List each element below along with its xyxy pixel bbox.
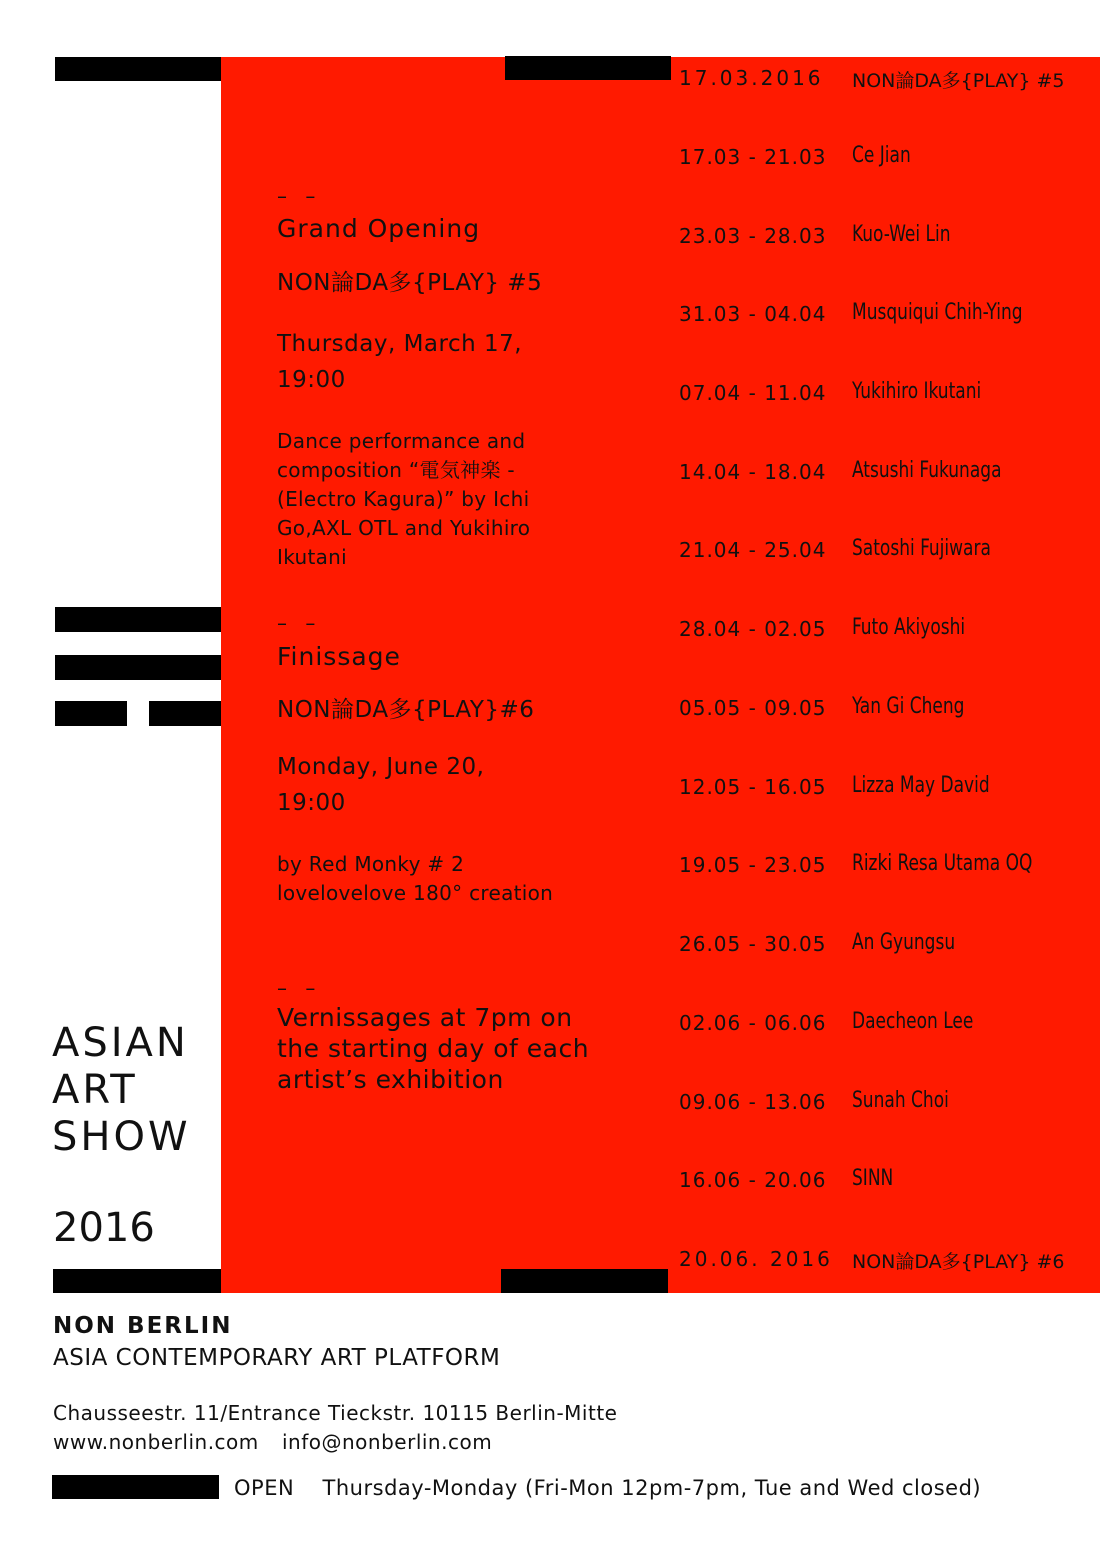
show-title-line: ART [52, 1067, 138, 1113]
vernissage-note: Vernissages at 7pm on the starting day of each artist’s exhibition [277, 1003, 590, 1094]
schedule-artist: Sunah Choi [852, 1088, 949, 1113]
schedule-date: 16.06 - 20.06 [679, 1168, 827, 1192]
schedule-artist: Kuo-Wei Lin [852, 222, 951, 247]
schedule-row [679, 538, 1089, 568]
schedule-date: 17.03.2016 [679, 66, 824, 90]
schedule-date: 21.04 - 25.04 [679, 538, 827, 562]
schedule-date: 05.05 - 09.05 [679, 696, 827, 720]
event-2-subtitle: NON論DA多{PLAY}#6 [277, 697, 535, 723]
schedule-date: 26.05 - 30.05 [679, 932, 827, 956]
schedule-artist: Daecheon Lee [852, 1009, 974, 1034]
show-year: 2016 [53, 1205, 155, 1251]
schedule-row [679, 224, 1089, 254]
bottom-left-bar [53, 1269, 221, 1293]
schedule-date: 23.03 - 28.03 [679, 224, 827, 248]
schedule-date: 19.05 - 23.05 [679, 853, 827, 877]
top-center-bar [505, 56, 671, 80]
event-1-dash: – – [277, 184, 322, 208]
org-subtitle: ASIA CONTEMPORARY ART PLATFORM [53, 1345, 501, 1371]
open-label: OPEN [234, 1476, 295, 1500]
schedule-row [679, 696, 1089, 726]
schedule-row [679, 1011, 1089, 1041]
schedule-artist: Lizza May David [852, 773, 990, 798]
schedule-artist: Rizki Resa Utama OQ [852, 851, 1033, 876]
schedule-artist: Ce Jian [852, 143, 911, 168]
open-hours-bar [52, 1475, 219, 1499]
website-link[interactable]: www.nonberlin.com [53, 1430, 259, 1454]
schedule-artist: NON論DA多{PLAY} #6 [852, 1251, 1065, 1273]
show-title-line: ASIAN [52, 1020, 189, 1066]
show-title-line: SHOW [52, 1114, 191, 1160]
trigram-bar-3a [55, 701, 127, 726]
schedule-artist: Yukihiro Ikutani [852, 379, 982, 404]
top-left-bar [55, 57, 221, 81]
schedule-artist: Yan Gi Cheng [852, 694, 965, 719]
org-name: NON BERLIN [53, 1313, 233, 1339]
event-1-time: 19:00 [277, 367, 346, 393]
event-2-description: by Red Monky # 2 lovelovelove 180° creation [277, 852, 554, 905]
event-2-time: 19:00 [277, 790, 346, 816]
schedule-row [679, 1090, 1089, 1120]
event-1-title: Grand Opening [277, 214, 481, 243]
schedule-row [679, 302, 1089, 332]
schedule-date: 12.05 - 16.05 [679, 775, 827, 799]
schedule-date: 17.03 - 21.03 [679, 145, 827, 169]
schedule-artist: Atsushi Fukunaga [852, 458, 1002, 483]
show-title [52, 1020, 191, 1161]
open-hours [234, 1476, 981, 1500]
schedule-row [679, 145, 1089, 175]
event-1-subtitle: NON論DA多{PLAY} #5 [277, 270, 543, 296]
schedule-date: 14.04 - 18.04 [679, 460, 827, 484]
schedule-row [679, 66, 1089, 96]
schedule-row [679, 775, 1089, 805]
schedule-artist: Futo Akiyoshi [852, 615, 966, 640]
email-link[interactable]: info@nonberlin.com [282, 1430, 493, 1454]
event-2-dash: – – [277, 611, 322, 635]
note-dash: – – [277, 976, 322, 1000]
schedule-row [679, 460, 1089, 490]
address: Chausseestr. 11/Entrance Tieckstr. 10115 Berlin-Mitte [53, 1401, 618, 1425]
open-hours-text: Thursday-Monday (Fri-Mon 12pm-7pm, Tue and Wed closed) [322, 1476, 982, 1500]
trigram-bar-1 [55, 607, 221, 632]
bottom-center-bar [501, 1269, 668, 1293]
schedule-date: 07.04 - 11.04 [679, 381, 827, 405]
schedule-row [679, 1168, 1089, 1198]
schedule-date: 09.06 - 13.06 [679, 1090, 827, 1114]
event-2-title: Finissage [277, 642, 401, 671]
schedule-date: 31.03 - 04.04 [679, 302, 827, 326]
schedule-row [679, 853, 1089, 883]
schedule-row [679, 617, 1089, 647]
schedule-artist: SINN [852, 1166, 894, 1191]
schedule-artist: NON論DA多{PLAY} #5 [852, 70, 1065, 92]
trigram-bar-2 [55, 655, 221, 680]
schedule-date: 20.06. 2016 [679, 1247, 833, 1271]
schedule-date: 02.06 - 06.06 [679, 1011, 827, 1035]
schedule-date: 28.04 - 02.05 [679, 617, 827, 641]
schedule-row [679, 381, 1089, 411]
schedule-artist: Musquiqui Chih-Ying [852, 300, 1023, 325]
schedule-artist: An Gyungsu [852, 930, 956, 955]
schedule-row [679, 932, 1089, 962]
schedule-artist: Satoshi Fujiwara [852, 536, 991, 561]
event-1-description: Dance performance and composition “電気神楽 - (Electro Kagura)” by Ichi Go,AXL OTL and Yukihiro Ikutani [277, 429, 531, 569]
event-1-date: Thursday, March 17, [277, 331, 523, 357]
schedule-row [679, 1247, 1089, 1277]
event-2-date: Monday, June 20, [277, 754, 485, 780]
trigram-bar-3b [149, 701, 221, 726]
